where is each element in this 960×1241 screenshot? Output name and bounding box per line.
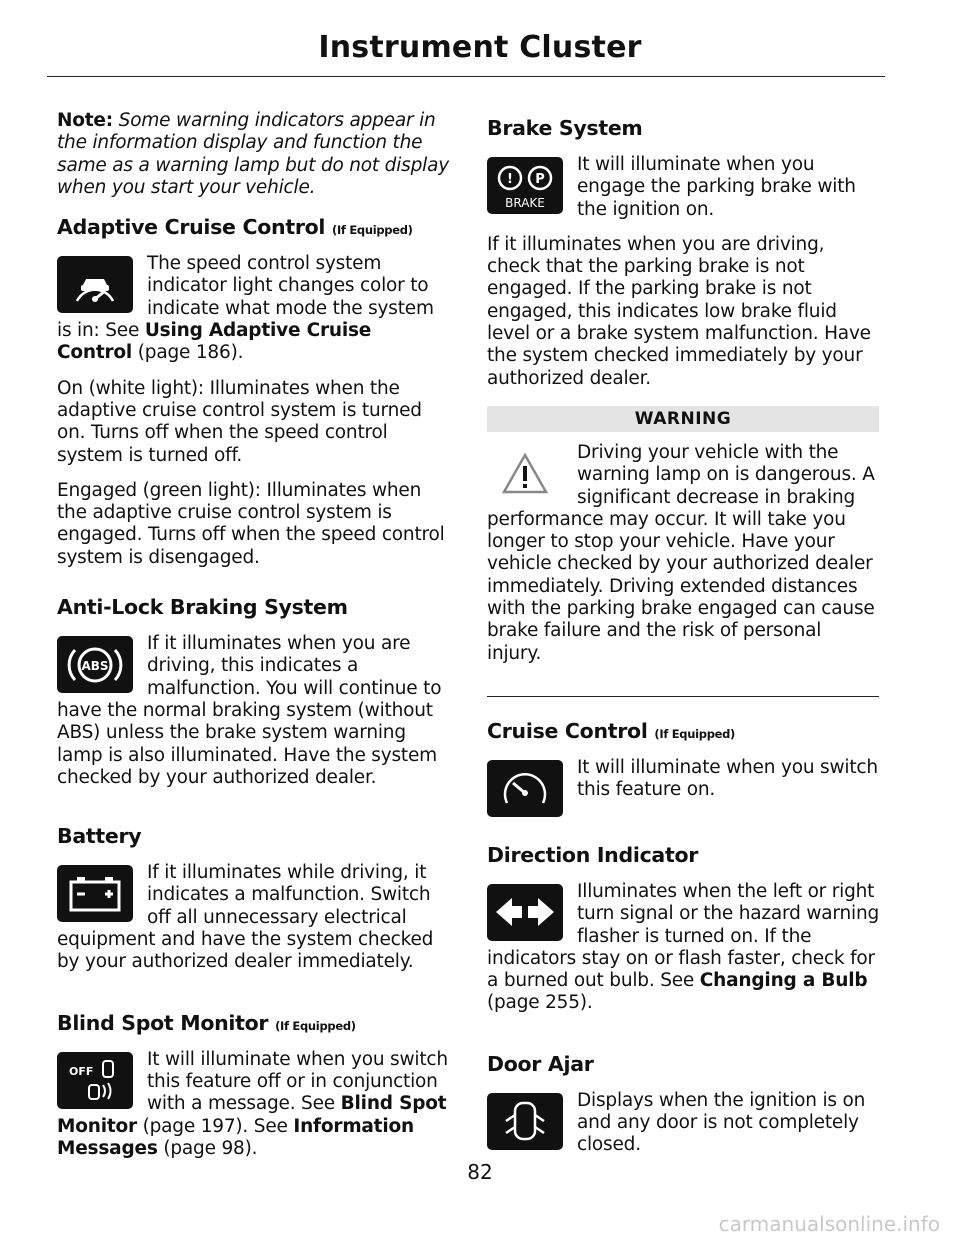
acc-p2: On (white light): Illuminates when the adaptive cruise control system is turned on. Turns off when the speed control system is turned off. (57, 377, 422, 466)
svg-text:P: P (535, 171, 545, 187)
door-ajar-icon (487, 1093, 563, 1150)
section-heading: Direction Indicator (487, 842, 699, 867)
watermark: carmanualsonline.info (718, 1212, 940, 1236)
abs-p1: If it illuminates when you are driving, this indicates a malfunction. You will continue to have the normal braking system (without ABS) unless the brake system warning lamp is also illuminated. Have the system checked by your authorized dealer. (57, 633, 442, 788)
note-text: Some warning indicators appear in the information display and function the same as a warning lamp but do not display when you start your vehicle. (57, 110, 449, 198)
section-blind-spot (57, 1011, 449, 1173)
cruise-control-icon (487, 760, 563, 817)
acc-p1: The speed control system indicator light changes color to indicate what mode the system is in: See Using Adaptive Cruise Control (page 186). (57, 253, 434, 364)
section-brake (487, 116, 879, 390)
direction-arrows-icon (487, 884, 563, 941)
page-number: 82 (467, 1160, 493, 1184)
header-rule (47, 76, 885, 77)
section-heading: Adaptive Cruise Control (If Equipped) (57, 215, 413, 240)
section-battery (57, 824, 449, 986)
right-column (487, 110, 879, 1180)
warning-divider (487, 696, 879, 697)
door-p1: Displays when the ignition is on and any door is not completely closed. (577, 1089, 866, 1156)
direction-p1: Illuminates when the left or right turn signal or the hazard warning flasher is turned on. If the indicators stay on or flash faster, check for a burned out bulb. See Changing a Bulb (page 255). (487, 880, 880, 1014)
battery-p1: If it illuminates while driving, it indicates a malfunction. Switch off all unnecessary electrical equipment and have the system checked by your authorized dealer immediately. (57, 862, 434, 973)
section-heading: Blind Spot Monitor (If Equipped) (57, 1010, 356, 1035)
section-heading: Brake System (487, 116, 643, 140)
abs-icon (57, 636, 133, 693)
svg-text:ABS: ABS (81, 658, 109, 673)
brake-icon (487, 157, 563, 214)
acc-p3: Engaged (green light): Illuminates when the adaptive cruise control system is engaged. Turns off when the speed control system is disengaged. (57, 479, 445, 568)
blind-spot-off-icon (57, 1052, 133, 1109)
left-column (57, 110, 449, 1183)
adaptive-cruise-icon (57, 256, 133, 313)
note-lead: Note: (57, 110, 113, 131)
warning-text: Driving your vehicle with the warning lamp on is dangerous. A significant decrease in braking performance may occur. It will take you longer to stop your vehicle. Have your vehicle checked by your authorized dealer immediately. Driving extended distances with the parking brake engaged can cause brake failure and the risk of personal injury. (487, 441, 875, 664)
cruise-p1: It will illuminate when you switch this feature on. (577, 756, 878, 801)
svg-text:BRAKE: BRAKE (505, 195, 545, 210)
section-adaptive-cruise (57, 215, 449, 569)
section-cruise (487, 719, 879, 821)
battery-icon (57, 865, 133, 922)
section-direction (487, 843, 879, 1028)
section-heading: Door Ajar (487, 1051, 594, 1076)
note-paragraph (57, 110, 449, 199)
page-title: Instrument Cluster (318, 30, 642, 65)
section-heading: Cruise Control (If Equipped) (487, 718, 736, 743)
section-door-ajar (487, 1052, 879, 1170)
section-heading: Battery (57, 824, 142, 849)
warning-block (487, 442, 879, 678)
warning-triangle-icon (487, 445, 563, 502)
brake-p2: If it illuminates when you are driving, check that the parking brake is not engaged. If the parking brake is not engaged, this indicates low brake fluid level or a brake system malfunction. Have the system checked immediately by your authorized dealer. (487, 233, 871, 389)
section-abs (57, 595, 449, 802)
svg-text:!: ! (507, 171, 513, 187)
warning-banner: WARNING (487, 406, 879, 432)
bsm-p1: It will illuminate when you switch this feature off or in conjunction with a message. See Blind Spot Monitor (page 197). See Information Messages (page 98). (57, 1048, 448, 1159)
section-heading: Anti-Lock Braking System (57, 595, 348, 620)
svg-text:OFF: OFF (69, 1065, 94, 1079)
brake-p1: It will illuminate when you engage the parking brake with the ignition on. (577, 154, 856, 220)
